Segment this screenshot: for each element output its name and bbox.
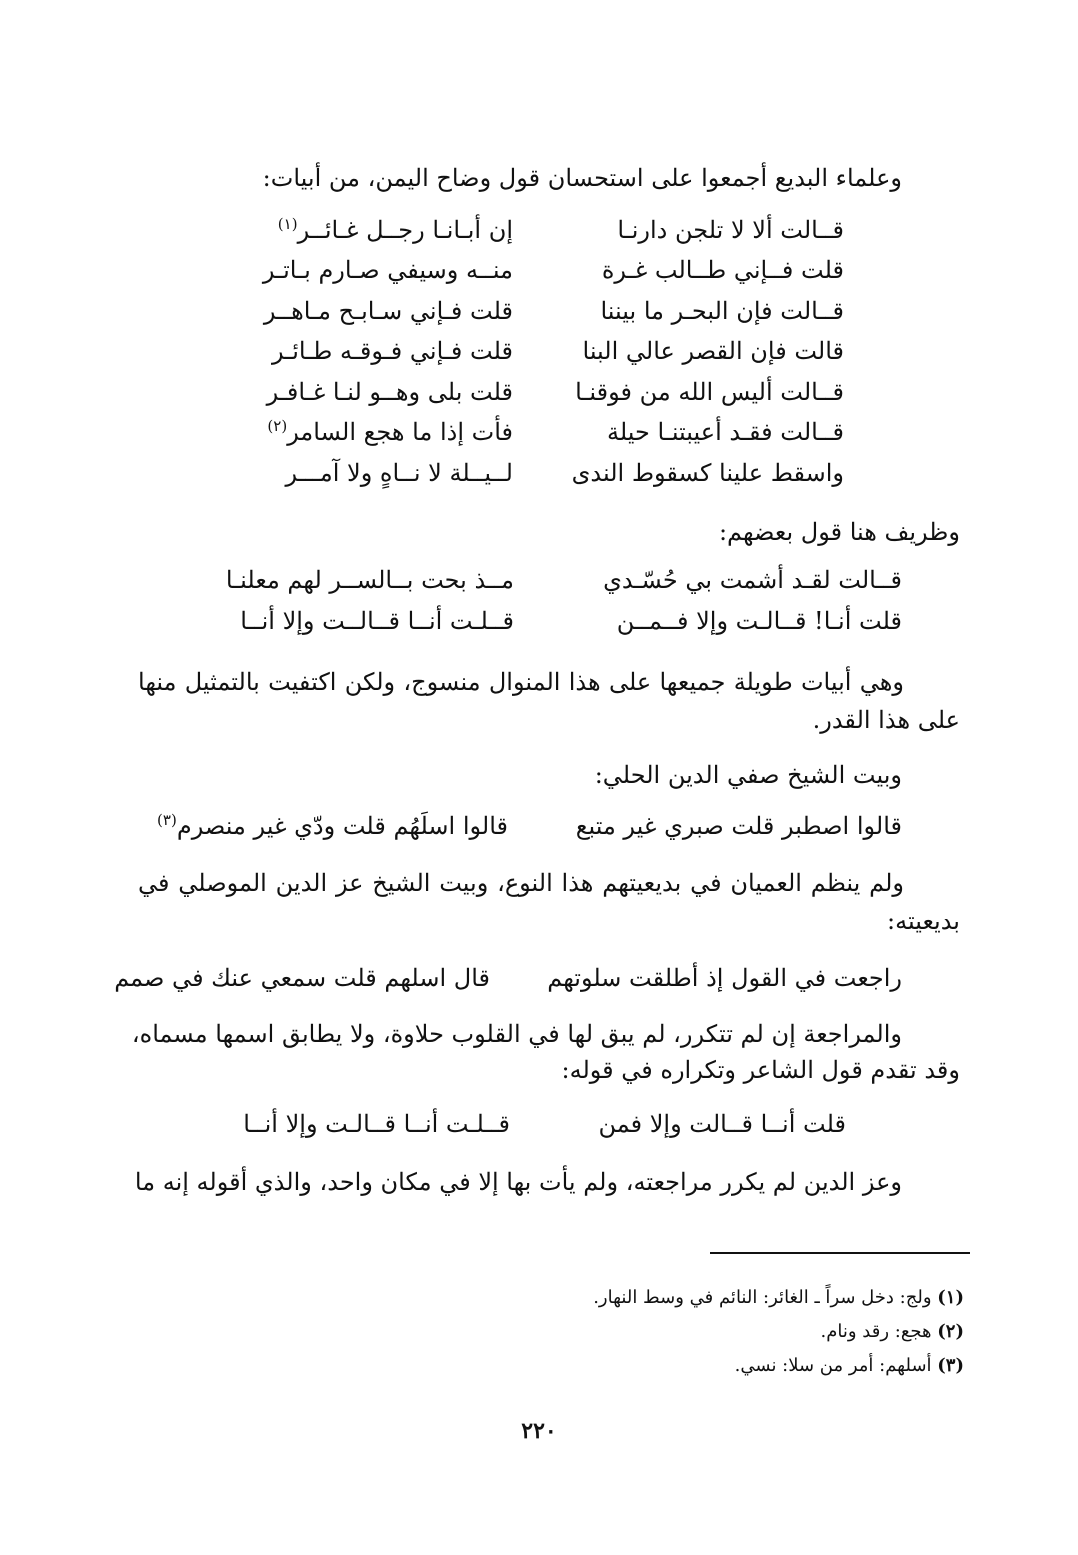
poem1-line-2-right: قلت فــإني طــالب غـرة	[601, 256, 844, 284]
footnote-ref-1: (١)	[277, 215, 298, 233]
poem1-line-6-left-text: فأت إذا ما هجع السامر	[287, 418, 513, 446]
safi-verse-left-text: قالوا اسلَهُم قلت ودّي غير منصرم	[176, 812, 508, 840]
poem1-line-1-left-text: إن أبـانـا رجــل غـائــر	[297, 216, 513, 244]
intro-line: وعلماء البديع أجمعوا على استحسان قول وضاح اليمن، من أبيات:	[262, 164, 902, 192]
safi-verse-right: قالوا اصطبر قلت صبري غير متبع	[575, 812, 902, 840]
poem1-line-1-left	[278, 212, 513, 248]
poem2-line-2-left: قــلـت أنــا قــالــت وإلا أنــا	[240, 607, 514, 635]
footnote-3-text: أسلهم: أمر من سلا: نسي.	[734, 1355, 932, 1376]
paragraph-4-line-2: وقد تقدم قول الشاعر وتكراره في قوله:	[561, 1056, 960, 1084]
poem2-line-1-left: مــذ بحت بــالســر لهم معلنـا	[225, 566, 514, 594]
poem2-line-2-right: قلت أنـا! قــالـت وإلا فــمــن	[616, 607, 902, 635]
footnote-2-text: هجع: رقد ونام.	[820, 1321, 932, 1342]
footnote-3-number: (٣)	[937, 1355, 964, 1376]
izz-verse-left: قال اسلهم قلت سمعي عنك في صمم	[114, 964, 490, 992]
page-number: ٢٢٠	[521, 1418, 557, 1444]
poem1-line-7-right: واسقط علينا كسقوط الندى	[571, 459, 844, 487]
poem1-line-4-left: قلت فـإني فـوقـه طـائـر	[271, 337, 513, 365]
footnote-divider	[710, 1252, 970, 1254]
poem1-line-3-right: قــالت فإن البحـر ما بيننا	[600, 297, 844, 325]
poem1-line-3-left: قلت فـإني سـابـح مـاهــر	[263, 297, 513, 325]
intro2-line: وظريف هنا قول بعضهم:	[718, 518, 960, 546]
repeat-verse-left: قــلـت أنــا قــالـت وإلا أنــا	[243, 1110, 510, 1138]
paragraph-3: ولم ينظم العميان في بديعيتهم هذا النوع، وبيت الشيخ عز الدين الموصلي في بديعيته:	[138, 869, 960, 935]
footnote-2	[821, 1318, 964, 1346]
paragraph-1: وهي أبيات طويلة جميعها على هذا المنوال منسوج، ولكن اكتفيت بالتمثيل منها على هذا القدر.	[138, 668, 960, 734]
poem2-line-1-right: قــالت لقـد أشمت بي حُسّـدي	[603, 566, 902, 594]
footnote-1	[593, 1284, 964, 1312]
poem1-line-4-right: قالت فإن القصر عالي البنا	[582, 337, 844, 365]
footnote-3	[735, 1352, 964, 1380]
footnote-ref-2: (٢)	[267, 417, 288, 435]
footnote-1-number: (١)	[937, 1287, 964, 1308]
poem1-line-2-left: منــه وسيفي صـارم بـاتـر	[262, 256, 513, 284]
poem1-line-7-left: لــيــلة لا نــاهٍ ولا آمـــر	[285, 459, 513, 487]
poem1-line-5-left: قلت بلى وهــو لنـا غـافـر	[266, 378, 513, 406]
paragraph-4-line-1: والمراجعة إن لم تتكرر، لم يبق لها في القلوب حلاوة، ولا يطابق اسمها مسماه،	[131, 1020, 902, 1048]
poem1-line-5-right: قــالت أليس الله من فوقنـا	[575, 378, 844, 406]
poem1-line-6-right: قــالت فقـد أعيبتنـا حيلة	[606, 418, 844, 446]
footnote-1-text: ولج: دخل سراً ـ الغائر: النائم في وسط النهار.	[593, 1287, 932, 1308]
poem1-line-6-left	[267, 414, 513, 450]
safi-verse-left	[157, 808, 508, 844]
repeat-verse-right: قلت أنــا قــالت وإلا فمن	[598, 1110, 846, 1138]
paragraph-5: وعز الدين لم يكرر مراجعته، ولم يأت بها إلا في مكان واحد، والذي أقوله إنه ما	[134, 1168, 902, 1196]
izz-verse-right: راجعت في القول إذ أطلقت سلوتهم	[547, 964, 902, 992]
paragraph-2: وبيت الشيخ صفي الدين الحلي:	[594, 761, 902, 789]
footnote-2-number: (٢)	[937, 1321, 964, 1342]
footnote-ref-3: (٣)	[157, 811, 177, 829]
poem1-line-1-right: قــالت ألا لا تلجن دارنـا	[617, 216, 844, 244]
